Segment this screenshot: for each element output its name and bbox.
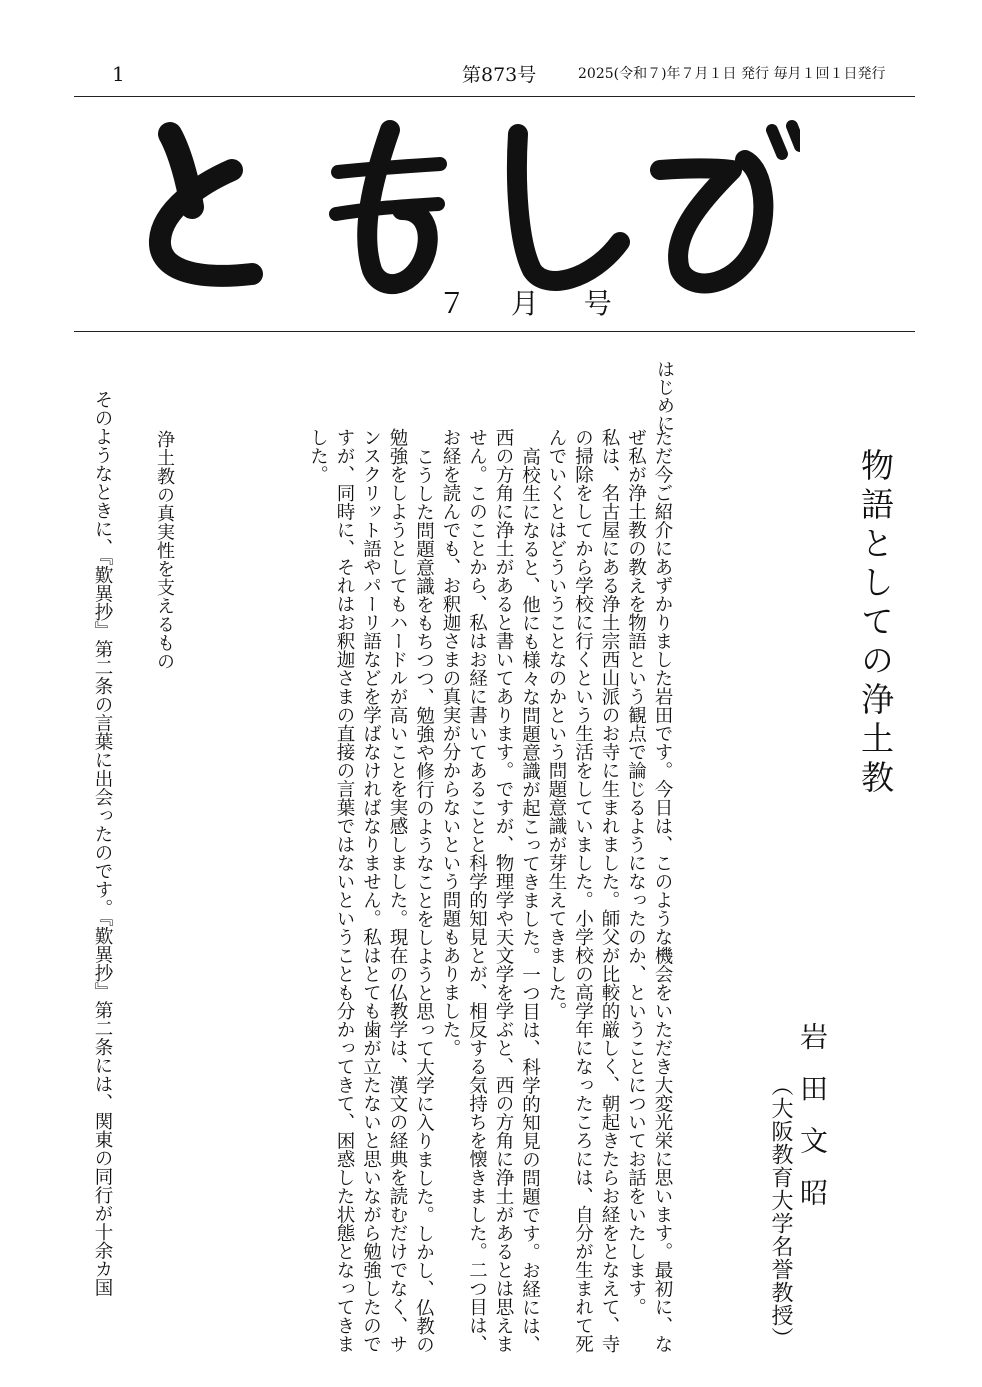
author-affiliation: （大阪教育大学名誉教授） <box>768 1074 793 1350</box>
paragraph: 私は、名古屋にある浄土宗西山派のお寺に生まれました。師父が比較的厳しく、朝起きたらお経をとなえて、寺の掃除をしてから学校に行くという生活をしていました。小学校の高学年になったころには、自分が生まれて死んでいくとはどういうことなのかという問題意識が芽生えてきました。 <box>546 428 620 1353</box>
paragraph: 高校生になると、他にも様々な問題意識が起こってきました。一つ目は、科学的知見の問題です。お経には、西の方角に浄土があると書いてあります。ですが、物理学や天文学を学ぶと、西の方角に浄土があるとは思えません。このことから、私はお経に書いてあることと科学的知見とが、相反する気持ちを懐きました。二つ目は、お経を読んでも、お釈迦さまの真実が分からないという問題もありました。 <box>440 428 541 1353</box>
paragraph: そのようなときに、『歎異抄』第二条の言葉に出会ったのです。『歎異抄』第二条には、関東の同行が十余カ国 <box>92 390 113 1297</box>
masthead-rule <box>74 331 915 332</box>
issue-date: 2025(令和７)年７月１日 発行 毎月１回１日発行 <box>578 66 886 82</box>
author-name: 岩田文昭 <box>796 1022 829 1230</box>
paragraph: ただ今ご紹介にあずかりました岩田です。今日は、このような機会をいただき大変光栄に思います。最初に、なぜ私が浄土教の教えを物語という観点で論じるようになったのか、ということについてお話をいたします。 <box>625 428 673 1353</box>
section-intro <box>304 428 675 1361</box>
paragraph: こうした問題意識をもちつつ、勉強や修行のようなことをしようと思って大学に入りました。しかし、仏教の勉強をしようとしてもハードルが高いことを実感しました。現在の仏教学は、漢文の経典を読むだけでなく、サンスクリット語やパーリ語などを学ばなければなりません。私はとても歯が立たないと思いながら勉強したのですが、同時に、それはお釈迦さまの直接の言葉ではないということも分かってきて、困惑した状態となってきました。 <box>307 428 435 1353</box>
section-heading: 浄土教の真実性を支えるもの <box>154 430 175 671</box>
page-number: 1 <box>112 62 125 86</box>
section-heading: はじめに <box>654 360 675 432</box>
section-truth <box>89 390 115 1360</box>
month-label: ７ 月 号 <box>438 287 630 320</box>
masthead-logo <box>140 112 800 302</box>
article-body <box>75 360 675 1360</box>
article-title: 物語としての浄土教 <box>856 448 895 799</box>
header-rule <box>74 96 915 97</box>
issue-number: 第873号 <box>462 64 537 86</box>
